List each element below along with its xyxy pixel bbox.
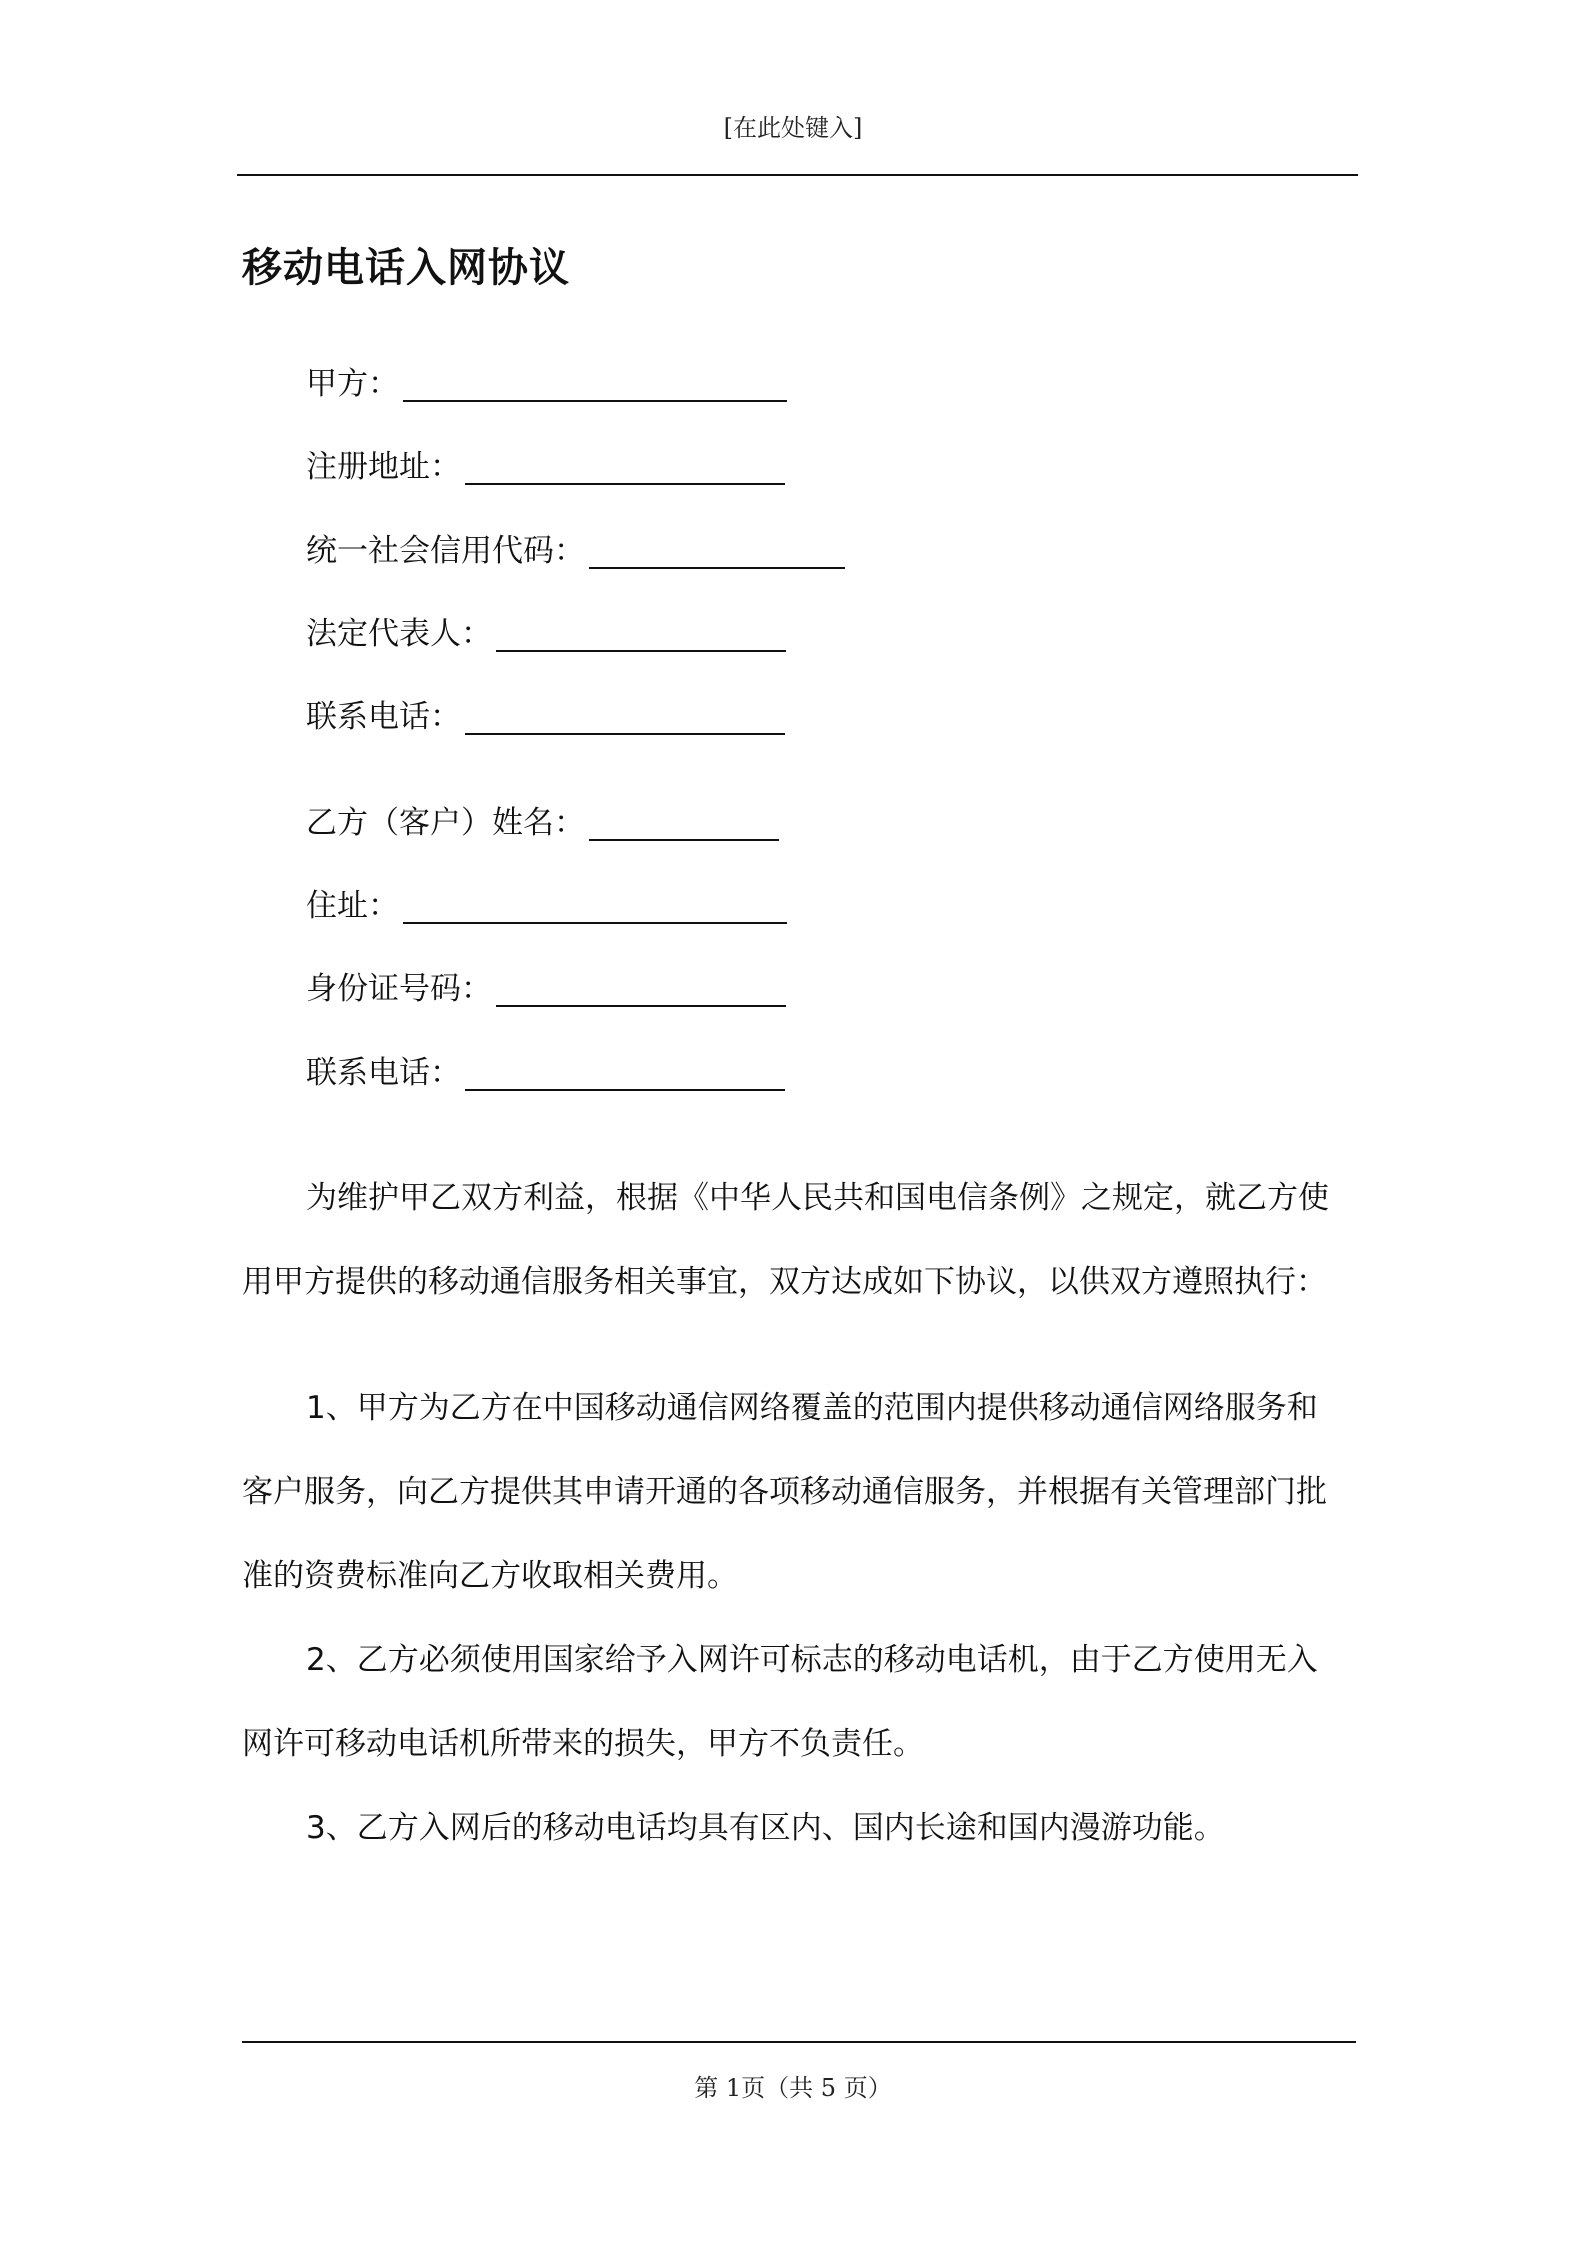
party-a-legal-rep-blank[interactable] bbox=[496, 650, 786, 652]
header-divider bbox=[237, 174, 1358, 176]
intro-line-2: 用甲方提供的移动通信服务相关事宜，双方达成如下协议，以供双方遵照执行： bbox=[242, 1264, 1327, 1300]
party-a-address-field bbox=[306, 447, 785, 487]
party-b-phone-field bbox=[306, 1053, 785, 1093]
document-title: 移动电话入网协议 bbox=[242, 245, 570, 291]
clause-3-line-1: 3、乙方入网后的移动电话均具有区内、国内长途和国内漫游功能。 bbox=[306, 1810, 1225, 1846]
party-a-credit-code-label: 统一社会信用代码： bbox=[306, 533, 585, 569]
party-b-name-blank[interactable] bbox=[589, 839, 779, 841]
party-a-credit-code-field bbox=[306, 531, 845, 571]
party-b-phone-blank[interactable] bbox=[465, 1089, 785, 1091]
party-b-address-blank[interactable] bbox=[403, 922, 787, 924]
clause-1-line-1: 1、甲方为乙方在中国移动通信网络覆盖的范围内提供移动通信网络服务和 bbox=[306, 1390, 1318, 1426]
clause-2-line-1: 2、乙方必须使用国家给予入网许可标志的移动电话机，由于乙方使用无入 bbox=[306, 1642, 1318, 1678]
party-a-phone-label: 联系电话： bbox=[306, 699, 461, 735]
party-b-address-label: 住址： bbox=[306, 888, 399, 924]
party-a-phone-blank[interactable] bbox=[465, 733, 785, 735]
clause-1-line-3: 准的资费标准向乙方收取相关费用。 bbox=[242, 1558, 738, 1594]
party-a-address-blank[interactable] bbox=[465, 483, 785, 485]
party-b-id-blank[interactable] bbox=[496, 1005, 786, 1007]
party-b-name-label: 乙方（客户）姓名： bbox=[306, 805, 585, 841]
clause-1-line-2: 客户服务，向乙方提供其申请开通的各项移动通信服务，并根据有关管理部门批 bbox=[242, 1474, 1327, 1510]
party-a-name-field bbox=[306, 364, 787, 404]
party-b-id-field bbox=[306, 969, 786, 1009]
party-b-address-field bbox=[306, 886, 787, 926]
party-a-legal-rep-field bbox=[306, 614, 786, 654]
party-a-legal-rep-label: 法定代表人： bbox=[306, 616, 492, 652]
party-a-address-label: 注册地址： bbox=[306, 449, 461, 485]
party-b-name-field bbox=[306, 803, 779, 843]
footer-divider bbox=[242, 2041, 1356, 2043]
party-a-credit-code-blank[interactable] bbox=[589, 567, 845, 569]
party-b-id-label: 身份证号码： bbox=[306, 971, 492, 1007]
party-b-phone-label: 联系电话： bbox=[306, 1055, 461, 1091]
page-header: [在此处键入] bbox=[723, 114, 863, 142]
page-footer: 第 1页（共 5 页） bbox=[694, 2074, 892, 2102]
party-a-name-label: 甲方： bbox=[306, 366, 399, 402]
intro-line-1: 为维护甲乙双方利益，根据《中华人民共和国电信条例》之规定，就乙方使 bbox=[306, 1180, 1329, 1216]
clause-2-line-2: 网许可移动电话机所带来的损失，甲方不负责任。 bbox=[242, 1726, 924, 1762]
party-a-phone-field bbox=[306, 697, 785, 737]
party-a-name-blank[interactable] bbox=[403, 400, 787, 402]
